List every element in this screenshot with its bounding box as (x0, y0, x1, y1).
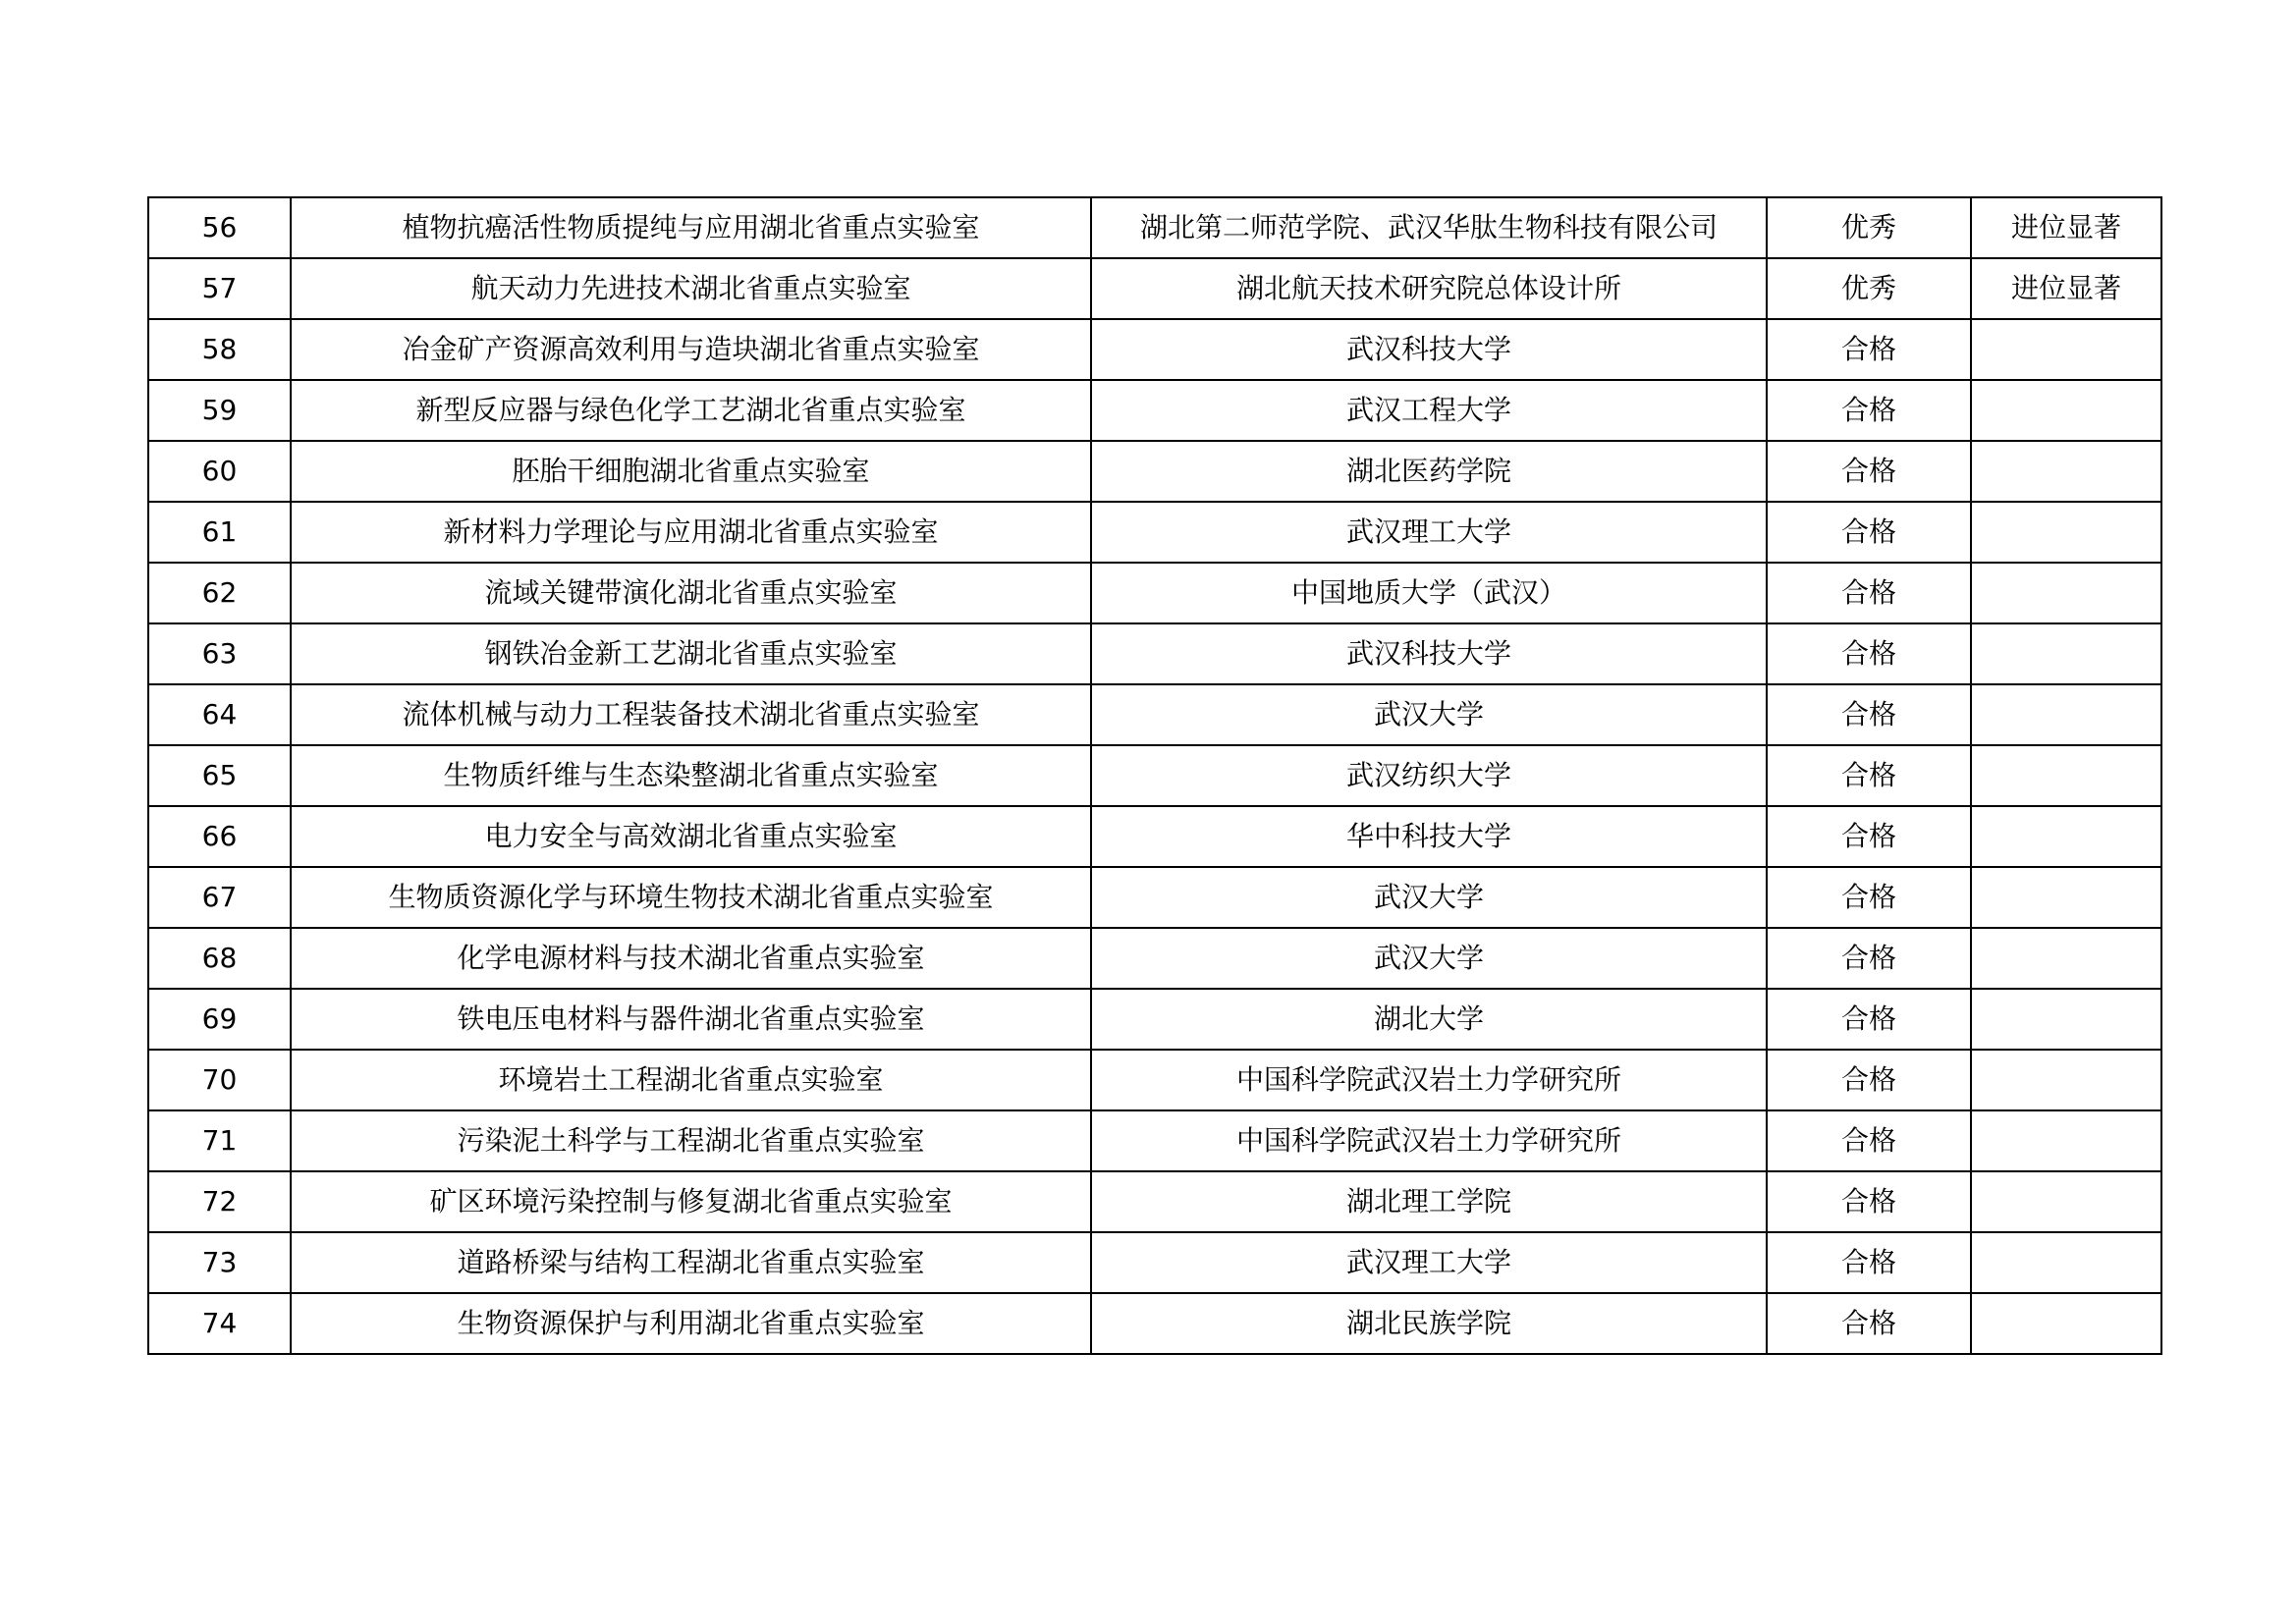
remark-cell (1971, 928, 2161, 989)
table-row (148, 806, 2161, 867)
row-number-cell: 59 (148, 380, 291, 441)
remark-cell (1971, 380, 2161, 441)
remark-cell (1971, 319, 2161, 380)
evaluation-result-cell: 合格 (1767, 806, 1971, 867)
host-institution-cell: 武汉大学 (1091, 684, 1767, 745)
row-number-cell: 73 (148, 1232, 291, 1293)
table-row (148, 502, 2161, 563)
host-institution-cell: 中国地质大学（武汉） (1091, 563, 1767, 623)
lab-name-cell: 矿区环境污染控制与修复湖北省重点实验室 (291, 1171, 1091, 1232)
remark-cell (1971, 867, 2161, 928)
host-institution-cell: 武汉大学 (1091, 867, 1767, 928)
table-row (148, 989, 2161, 1050)
remark-cell (1971, 1050, 2161, 1110)
row-number-cell: 69 (148, 989, 291, 1050)
host-institution-cell: 中国科学院武汉岩土力学研究所 (1091, 1110, 1767, 1171)
table-row (148, 1110, 2161, 1171)
lab-name-cell: 胚胎干细胞湖北省重点实验室 (291, 441, 1091, 502)
table-row (148, 380, 2161, 441)
evaluation-result-cell: 合格 (1767, 745, 1971, 806)
row-number-cell: 68 (148, 928, 291, 989)
lab-name-cell: 铁电压电材料与器件湖北省重点实验室 (291, 989, 1091, 1050)
row-number-cell: 58 (148, 319, 291, 380)
lab-name-cell: 冶金矿产资源高效利用与造块湖北省重点实验室 (291, 319, 1091, 380)
table-row (148, 197, 2161, 258)
evaluation-result-cell: 优秀 (1767, 197, 1971, 258)
remark-cell (1971, 1232, 2161, 1293)
evaluation-results-table (147, 196, 2162, 1355)
table-row (148, 684, 2161, 745)
host-institution-cell: 武汉理工大学 (1091, 502, 1767, 563)
host-institution-cell: 武汉科技大学 (1091, 623, 1767, 684)
table-row (148, 928, 2161, 989)
host-institution-cell: 华中科技大学 (1091, 806, 1767, 867)
row-number-cell: 57 (148, 258, 291, 319)
evaluation-result-cell: 合格 (1767, 623, 1971, 684)
row-number-cell: 64 (148, 684, 291, 745)
lab-name-cell: 道路桥梁与结构工程湖北省重点实验室 (291, 1232, 1091, 1293)
lab-name-cell: 污染泥土科学与工程湖北省重点实验室 (291, 1110, 1091, 1171)
table-row (148, 563, 2161, 623)
evaluation-result-cell: 合格 (1767, 1293, 1971, 1354)
lab-name-cell: 新型反应器与绿色化学工艺湖北省重点实验室 (291, 380, 1091, 441)
remark-cell (1971, 563, 2161, 623)
remark-cell (1971, 623, 2161, 684)
remark-cell (1971, 1293, 2161, 1354)
row-number-cell: 65 (148, 745, 291, 806)
remark-cell (1971, 1110, 2161, 1171)
row-number-cell: 63 (148, 623, 291, 684)
host-institution-cell: 武汉科技大学 (1091, 319, 1767, 380)
lab-name-cell: 流体机械与动力工程装备技术湖北省重点实验室 (291, 684, 1091, 745)
evaluation-result-cell: 合格 (1767, 1050, 1971, 1110)
host-institution-cell: 中国科学院武汉岩土力学研究所 (1091, 1050, 1767, 1110)
lab-name-cell: 化学电源材料与技术湖北省重点实验室 (291, 928, 1091, 989)
host-institution-cell: 湖北医药学院 (1091, 441, 1767, 502)
table-row (148, 1050, 2161, 1110)
row-number-cell: 71 (148, 1110, 291, 1171)
evaluation-result-cell: 合格 (1767, 1171, 1971, 1232)
evaluation-result-cell: 合格 (1767, 1110, 1971, 1171)
evaluation-result-cell: 合格 (1767, 502, 1971, 563)
evaluation-result-cell: 合格 (1767, 867, 1971, 928)
table-row (148, 1171, 2161, 1232)
host-institution-cell: 湖北第二师范学院、武汉华肽生物科技有限公司 (1091, 197, 1767, 258)
lab-name-cell: 电力安全与高效湖北省重点实验室 (291, 806, 1091, 867)
remark-cell (1971, 441, 2161, 502)
host-institution-cell: 武汉工程大学 (1091, 380, 1767, 441)
lab-name-cell: 生物质资源化学与环境生物技术湖北省重点实验室 (291, 867, 1091, 928)
row-number-cell: 61 (148, 502, 291, 563)
row-number-cell: 72 (148, 1171, 291, 1232)
row-number-cell: 60 (148, 441, 291, 502)
evaluation-result-cell: 优秀 (1767, 258, 1971, 319)
row-number-cell: 62 (148, 563, 291, 623)
evaluation-result-cell: 合格 (1767, 319, 1971, 380)
row-number-cell: 74 (148, 1293, 291, 1354)
table-row (148, 1232, 2161, 1293)
table-row (148, 441, 2161, 502)
remark-cell (1971, 989, 2161, 1050)
lab-name-cell: 新材料力学理论与应用湖北省重点实验室 (291, 502, 1091, 563)
table-row (148, 623, 2161, 684)
lab-name-cell: 环境岩土工程湖北省重点实验室 (291, 1050, 1091, 1110)
table-row (148, 745, 2161, 806)
table-row (148, 258, 2161, 319)
table-body (148, 197, 2161, 1354)
evaluation-result-cell: 合格 (1767, 928, 1971, 989)
evaluation-result-cell: 合格 (1767, 380, 1971, 441)
lab-name-cell: 钢铁冶金新工艺湖北省重点实验室 (291, 623, 1091, 684)
row-number-cell: 67 (148, 867, 291, 928)
table-row (148, 867, 2161, 928)
row-number-cell: 70 (148, 1050, 291, 1110)
host-institution-cell: 湖北航天技术研究院总体设计所 (1091, 258, 1767, 319)
host-institution-cell: 武汉理工大学 (1091, 1232, 1767, 1293)
table-row (148, 319, 2161, 380)
host-institution-cell: 湖北大学 (1091, 989, 1767, 1050)
evaluation-result-cell: 合格 (1767, 563, 1971, 623)
lab-name-cell: 生物质纤维与生态染整湖北省重点实验室 (291, 745, 1091, 806)
evaluation-result-cell: 合格 (1767, 1232, 1971, 1293)
lab-name-cell: 植物抗癌活性物质提纯与应用湖北省重点实验室 (291, 197, 1091, 258)
lab-name-cell: 生物资源保护与利用湖北省重点实验室 (291, 1293, 1091, 1354)
remark-cell (1971, 502, 2161, 563)
remark-cell: 进位显著 (1971, 197, 2161, 258)
table-row (148, 1293, 2161, 1354)
remark-cell (1971, 684, 2161, 745)
host-institution-cell: 武汉大学 (1091, 928, 1767, 989)
lab-name-cell: 航天动力先进技术湖北省重点实验室 (291, 258, 1091, 319)
lab-name-cell: 流域关键带演化湖北省重点实验室 (291, 563, 1091, 623)
remark-cell: 进位显著 (1971, 258, 2161, 319)
remark-cell (1971, 806, 2161, 867)
host-institution-cell: 武汉纺织大学 (1091, 745, 1767, 806)
evaluation-result-cell: 合格 (1767, 441, 1971, 502)
evaluation-result-cell: 合格 (1767, 989, 1971, 1050)
host-institution-cell: 湖北民族学院 (1091, 1293, 1767, 1354)
remark-cell (1971, 1171, 2161, 1232)
remark-cell (1971, 745, 2161, 806)
evaluation-result-cell: 合格 (1767, 684, 1971, 745)
row-number-cell: 66 (148, 806, 291, 867)
host-institution-cell: 湖北理工学院 (1091, 1171, 1767, 1232)
row-number-cell: 56 (148, 197, 291, 258)
